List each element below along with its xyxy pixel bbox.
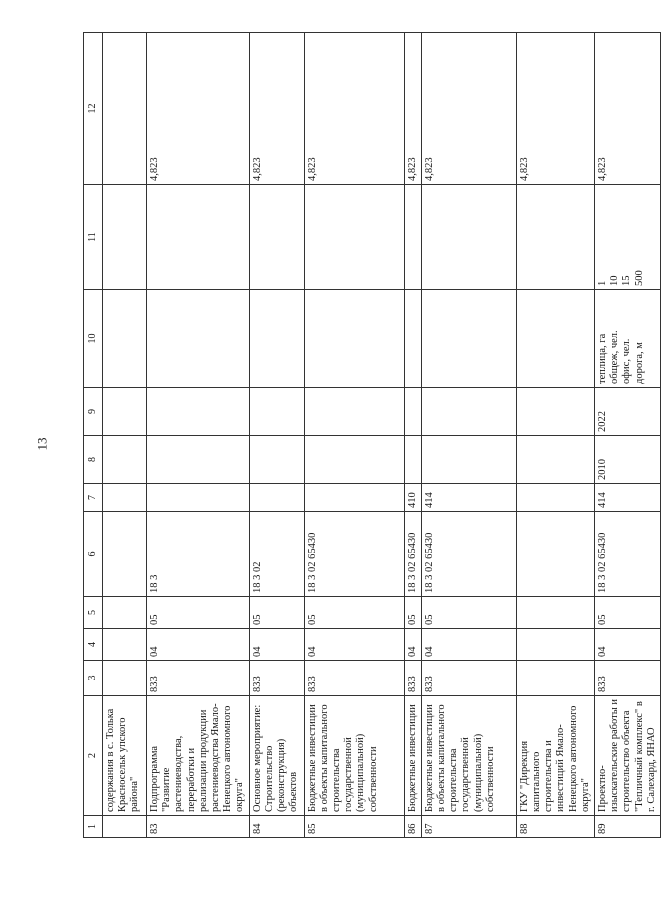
header-row bbox=[84, 33, 103, 838]
table-row bbox=[595, 33, 661, 838]
cell-col-2: содержания в с. Толька Красносельк упского района" bbox=[103, 696, 147, 816]
column-header-6: 6 bbox=[84, 512, 103, 597]
cell-col-1: 83 bbox=[147, 816, 250, 838]
cell-col-9 bbox=[147, 388, 250, 436]
table-row bbox=[304, 33, 404, 838]
cell-col-11 bbox=[404, 185, 421, 290]
cell-col-10 bbox=[421, 290, 516, 388]
cell-line: дорога, м bbox=[633, 342, 645, 384]
cell-col-12: 4,823 bbox=[249, 33, 304, 185]
cell-col-10 bbox=[304, 290, 404, 388]
cell-col-12: 4,823 bbox=[421, 33, 516, 185]
cell-col-8 bbox=[516, 436, 594, 484]
cell-col-8 bbox=[421, 436, 516, 484]
cell-col-6: 18 3 02 bbox=[249, 512, 304, 597]
cell-col-7 bbox=[516, 484, 594, 512]
cell-col-6 bbox=[103, 512, 147, 597]
cell-line: общеж, чел. bbox=[609, 330, 621, 384]
cell-col-1: 87 bbox=[421, 816, 516, 838]
cell-col-10 bbox=[516, 290, 594, 388]
cell-col-3: 833 bbox=[404, 661, 421, 696]
cell-line: 1 bbox=[597, 280, 609, 286]
cell-col-4: 04 bbox=[304, 629, 404, 661]
cell-col-4: 04 bbox=[595, 629, 661, 661]
cell-col-8 bbox=[304, 436, 404, 484]
cell-col-1: 89 bbox=[595, 816, 661, 838]
table-row bbox=[404, 33, 421, 838]
cell-col-2: Проектно-изыскательские работы и строительство объекта "Тепличный комплекс" в г. Салехард, ЯНАО bbox=[595, 696, 661, 816]
table-row bbox=[147, 33, 250, 838]
table-row bbox=[516, 33, 594, 838]
column-header-9: 9 bbox=[84, 388, 103, 436]
cell-col-12: 4,823 bbox=[404, 33, 421, 185]
cell-col-12 bbox=[103, 33, 147, 185]
cell-col-2: Бюджетные инвестиции bbox=[404, 696, 421, 816]
cell-col-4 bbox=[516, 629, 594, 661]
cell-col-5: 05 bbox=[249, 597, 304, 629]
cell-col-5: 05 bbox=[595, 597, 661, 629]
cell-col-8 bbox=[249, 436, 304, 484]
cell-col-8 bbox=[147, 436, 250, 484]
cell-col-9 bbox=[304, 388, 404, 436]
cell-col-11 bbox=[103, 185, 147, 290]
cell-col-6 bbox=[516, 512, 594, 597]
cell-col-10 bbox=[103, 290, 147, 388]
cell-col-11 bbox=[516, 185, 594, 290]
rotated-table-container bbox=[83, 33, 657, 838]
cell-col-3: 833 bbox=[249, 661, 304, 696]
cell-line: 500 bbox=[633, 270, 645, 286]
cell-col-9 bbox=[103, 388, 147, 436]
cell-col-2: Бюджетные инвестиции в объекты капитального строительства государственной (муниципальной) собственности bbox=[421, 696, 516, 816]
cell-col-2: ГКУ "Дирекция капитального строительства и инвестиций Ямало-Ненецкого автономного округа" bbox=[516, 696, 594, 816]
column-header-4: 4 bbox=[84, 629, 103, 661]
cell-col-9 bbox=[404, 388, 421, 436]
table-row bbox=[249, 33, 304, 838]
cell-col-6: 18 3 02 65430 bbox=[421, 512, 516, 597]
cell-col-7: 414 bbox=[421, 484, 516, 512]
cell-col-2: Подпрограмма "Развитие растениеводства, переработки и реализации продукции растениеводства Ямало-Ненецкого автономного округа" bbox=[147, 696, 250, 816]
cell-col-12: 4,823 bbox=[304, 33, 404, 185]
cell-col-1: 86 bbox=[404, 816, 421, 838]
column-header-1: 1 bbox=[84, 816, 103, 838]
cell-col-6: 18 3 bbox=[147, 512, 250, 597]
cell-col-7: 410 bbox=[404, 484, 421, 512]
cell-col-9 bbox=[249, 388, 304, 436]
cell-col-3: 833 bbox=[421, 661, 516, 696]
table-row bbox=[421, 33, 516, 838]
table-row bbox=[103, 33, 147, 838]
cell-col-9 bbox=[421, 388, 516, 436]
cell-col-12: 4,823 bbox=[147, 33, 250, 185]
cell-col-7 bbox=[147, 484, 250, 512]
column-header-2: 2 bbox=[84, 696, 103, 816]
cell-col-4 bbox=[103, 629, 147, 661]
cell-col-11 bbox=[147, 185, 250, 290]
cell-col-8 bbox=[103, 436, 147, 484]
cell-col-6: 18 3 02 65430 bbox=[595, 512, 661, 597]
budget-table bbox=[83, 32, 661, 838]
cell-col-12: 4,823 bbox=[595, 33, 661, 185]
cell-line: офис, чел. bbox=[621, 338, 633, 384]
cell-col-6: 18 3 02 65430 bbox=[304, 512, 404, 597]
cell-col-11 bbox=[304, 185, 404, 290]
cell-col-3: 833 bbox=[304, 661, 404, 696]
column-header-5: 5 bbox=[84, 597, 103, 629]
cell-col-2: Основное мероприятие: Строительство (реконструкция) объектов bbox=[249, 696, 304, 816]
cell-line: 15 bbox=[621, 275, 633, 286]
cell-col-9 bbox=[516, 388, 594, 436]
cell-col-7 bbox=[103, 484, 147, 512]
cell-col-11 bbox=[249, 185, 304, 290]
cell-col-4: 04 bbox=[249, 629, 304, 661]
cell-col-8 bbox=[404, 436, 421, 484]
cell-col-6: 18 3 02 65430 bbox=[404, 512, 421, 597]
cell-col-5 bbox=[103, 597, 147, 629]
column-header-3: 3 bbox=[84, 661, 103, 696]
cell-col-9: 2022 bbox=[595, 388, 661, 436]
cell-col-2: Бюджетные инвестиции в объекты капитального строительства государственной (муниципальной) собственности bbox=[304, 696, 404, 816]
cell-col-10 bbox=[595, 290, 661, 388]
cell-col-4: 04 bbox=[421, 629, 516, 661]
cell-col-10 bbox=[147, 290, 250, 388]
cell-col-5: 05 bbox=[147, 597, 250, 629]
cell-col-10 bbox=[404, 290, 421, 388]
cell-col-8: 2010 bbox=[595, 436, 661, 484]
cell-col-7 bbox=[249, 484, 304, 512]
column-header-7: 7 bbox=[84, 484, 103, 512]
cell-col-1: 88 bbox=[516, 816, 594, 838]
cell-line: 10 bbox=[609, 275, 621, 286]
cell-col-3 bbox=[516, 661, 594, 696]
cell-col-7: 414 bbox=[595, 484, 661, 512]
cell-col-1 bbox=[103, 816, 147, 838]
cell-col-12: 4,823 bbox=[516, 33, 594, 185]
page-number: 13 bbox=[34, 437, 50, 451]
cell-col-3: 833 bbox=[595, 661, 661, 696]
cell-col-3: 833 bbox=[147, 661, 250, 696]
cell-col-3 bbox=[103, 661, 147, 696]
cell-col-11 bbox=[421, 185, 516, 290]
column-header-11: 11 bbox=[84, 185, 103, 290]
column-header-8: 8 bbox=[84, 436, 103, 484]
cell-col-1: 85 bbox=[304, 816, 404, 838]
cell-col-7 bbox=[304, 484, 404, 512]
cell-col-4: 04 bbox=[404, 629, 421, 661]
cell-col-11 bbox=[595, 185, 661, 290]
cell-col-5: 05 bbox=[304, 597, 404, 629]
cell-col-1: 84 bbox=[249, 816, 304, 838]
cell-col-5 bbox=[516, 597, 594, 629]
cell-col-10 bbox=[249, 290, 304, 388]
cell-line: теплица, га bbox=[597, 333, 609, 384]
cell-col-4: 04 bbox=[147, 629, 250, 661]
cell-col-5: 05 bbox=[404, 597, 421, 629]
cell-col-5: 05 bbox=[421, 597, 516, 629]
column-header-12: 12 bbox=[84, 33, 103, 185]
column-header-10: 10 bbox=[84, 290, 103, 388]
